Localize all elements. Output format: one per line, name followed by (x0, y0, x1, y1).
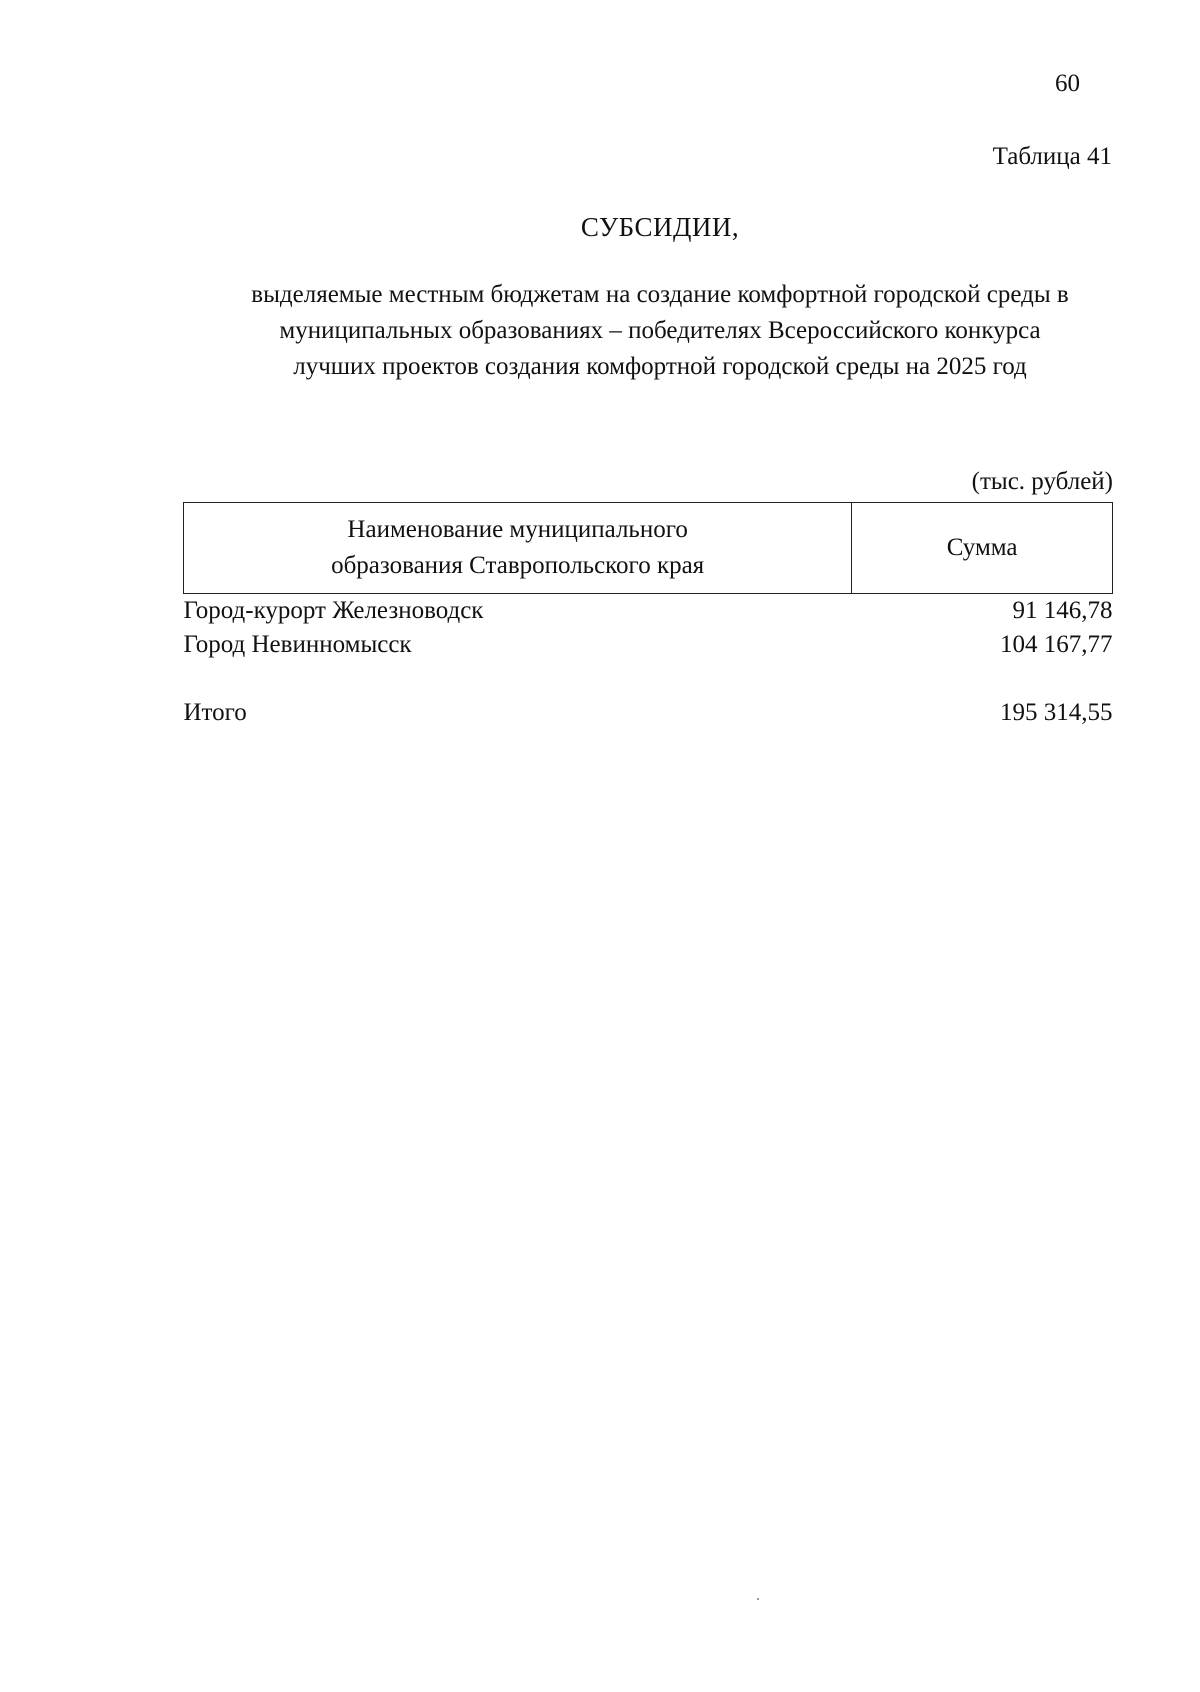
header-name-line: Наименование муниципального (347, 516, 688, 543)
subtitle-line: муниципальных образованиях – победителях Всероссийского конкурса (279, 317, 1041, 344)
table-row (184, 594, 1113, 629)
total-label: Итого (183, 699, 247, 726)
row-municipality: Город Невинномысск (183, 631, 412, 658)
subsidies-table (183, 502, 1113, 730)
subtitle-line: выделяемые местным бюджетам на создание комфортной городской среды в (251, 281, 1069, 308)
total-sum: 195 314,55 (1000, 699, 1113, 726)
units-label: (тыс. рублей) (971, 468, 1113, 495)
total-row (184, 696, 1113, 730)
subtitle-line: лучших проектов создания комфортной городской среды на 2025 год (293, 353, 1027, 380)
header-municipality (184, 503, 852, 594)
row-municipality: Город-курорт Железноводск (183, 597, 484, 624)
document-subtitle (180, 277, 1140, 385)
spacer-cell (852, 662, 1113, 696)
document-title: СУБСИДИИ, (580, 212, 740, 242)
table-row (184, 628, 1113, 662)
table-header-row (184, 503, 1113, 594)
spacer-cell (184, 662, 852, 696)
spacer-row (184, 662, 1113, 696)
page-number: 60 (1055, 70, 1080, 97)
scan-dot (757, 1598, 759, 1600)
row-sum: 104 167,77 (1000, 631, 1113, 658)
table-caption: Таблица 41 (992, 143, 1112, 170)
header-sum: Сумма (852, 503, 1113, 594)
row-sum: 91 146,78 (1012, 597, 1113, 624)
header-name-line: образования Ставропольского края (331, 552, 705, 579)
